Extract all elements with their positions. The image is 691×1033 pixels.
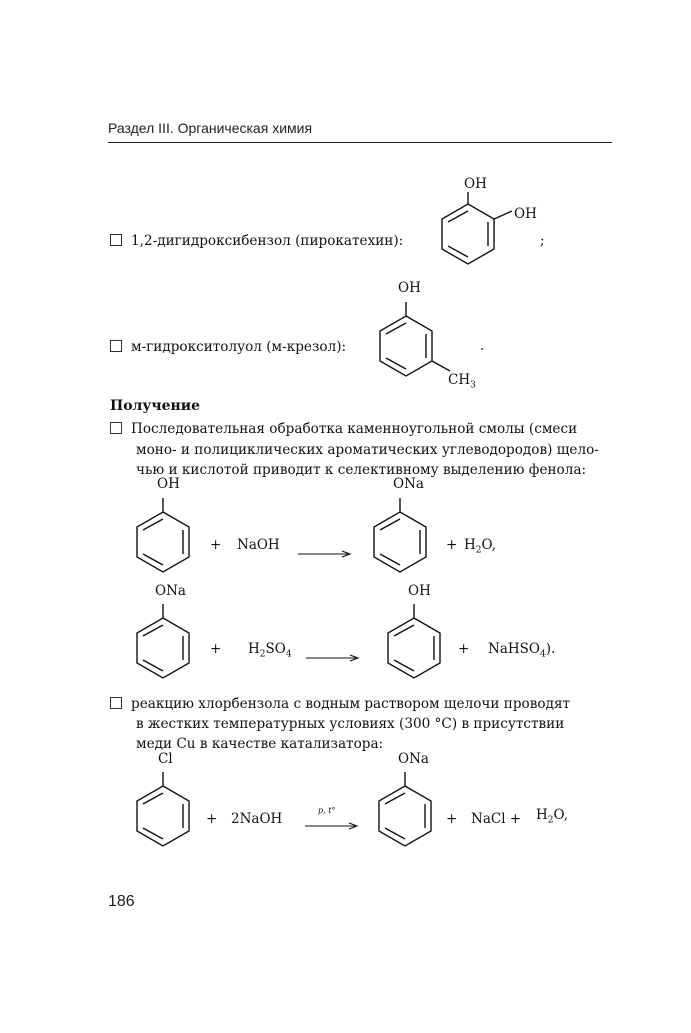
r3-right-ring (377, 782, 437, 858)
r1-right-ring (372, 508, 432, 584)
para2-line1: реакцию хлорбензола с водным раствором щелочи проводят (110, 694, 570, 715)
catechol-name: 1,2-дигидроксибензол (пирокатехин): (131, 233, 404, 249)
para2-line3: меди Cu в качестве катализатора: (136, 736, 384, 752)
r1-arrow-icon (298, 543, 352, 562)
r2-right-ring (386, 614, 446, 690)
cresol-end: . (480, 338, 485, 354)
section-heading: Получение (110, 398, 201, 414)
catechol-oh-right: OH (514, 206, 537, 222)
r3-condition: p, t° (318, 806, 336, 815)
cresol-item (110, 337, 346, 358)
cresol-ring (378, 312, 438, 388)
checkbox-bullet-icon (110, 234, 122, 246)
catechol-ring (440, 200, 500, 276)
r3-reagent: 2NaOH (231, 811, 283, 827)
cresol-oh: OH (398, 280, 421, 296)
r3-left-ring (135, 782, 195, 858)
catechol-end: ; (540, 233, 545, 249)
para1-line3: чью и кислотой приводит к селективному выделению фенола: (136, 462, 587, 478)
r1-plus2: + (446, 537, 458, 553)
r1-left-ring (135, 508, 195, 584)
catechol-oh-top: OH (464, 176, 487, 192)
r2-reagent: $H_2SO_4$ (248, 641, 292, 660)
r2-left-substituent: ONa (155, 583, 186, 599)
r3-product2: NaCl + (471, 811, 522, 827)
r2-product2: NaHSO$_4$). (488, 641, 556, 660)
r1-reagent: NaOH (237, 537, 280, 553)
cresol-name: м-гидрокситолуол (м-крезол): (131, 339, 347, 355)
cresol-ch3: $CH_3$ (448, 372, 476, 391)
r1-product2: $H_2O$, (464, 537, 497, 556)
checkbox-bullet-icon (110, 697, 122, 709)
checkbox-bullet-icon (110, 340, 122, 352)
r3-plus1: + (206, 811, 218, 827)
r2-left-ring (135, 614, 195, 690)
r3-left-substituent: Cl (158, 751, 173, 767)
r1-plus1: + (210, 537, 222, 553)
page-number: 186 (108, 893, 135, 910)
r3-right-substituent: ONa (398, 751, 429, 767)
r2-plus1: + (210, 641, 222, 657)
section-title: Раздел III. Органическая химия (108, 120, 313, 136)
r1-left-substituent: OH (157, 476, 180, 492)
r2-right-substituent: OH (408, 583, 431, 599)
para1-line1: Последовательная обработка каменноугольной смолы (смеси (110, 419, 577, 440)
para2-line2: в жестких температурных условиях (300 °C) в присутствии (136, 716, 565, 732)
running-header (108, 118, 612, 143)
catechol-item (110, 231, 403, 252)
r3-product3: $H_2O$, (536, 807, 569, 826)
r3-plus2: + (446, 811, 458, 827)
r3-arrow-icon (305, 815, 359, 834)
checkbox-bullet-icon (110, 422, 122, 434)
para1-line2: моно- и полициклических ароматических углеводородов) щело- (136, 442, 599, 458)
r1-right-substituent: ONa (393, 476, 424, 492)
r2-plus2: + (458, 641, 470, 657)
r2-arrow-icon (306, 647, 360, 666)
